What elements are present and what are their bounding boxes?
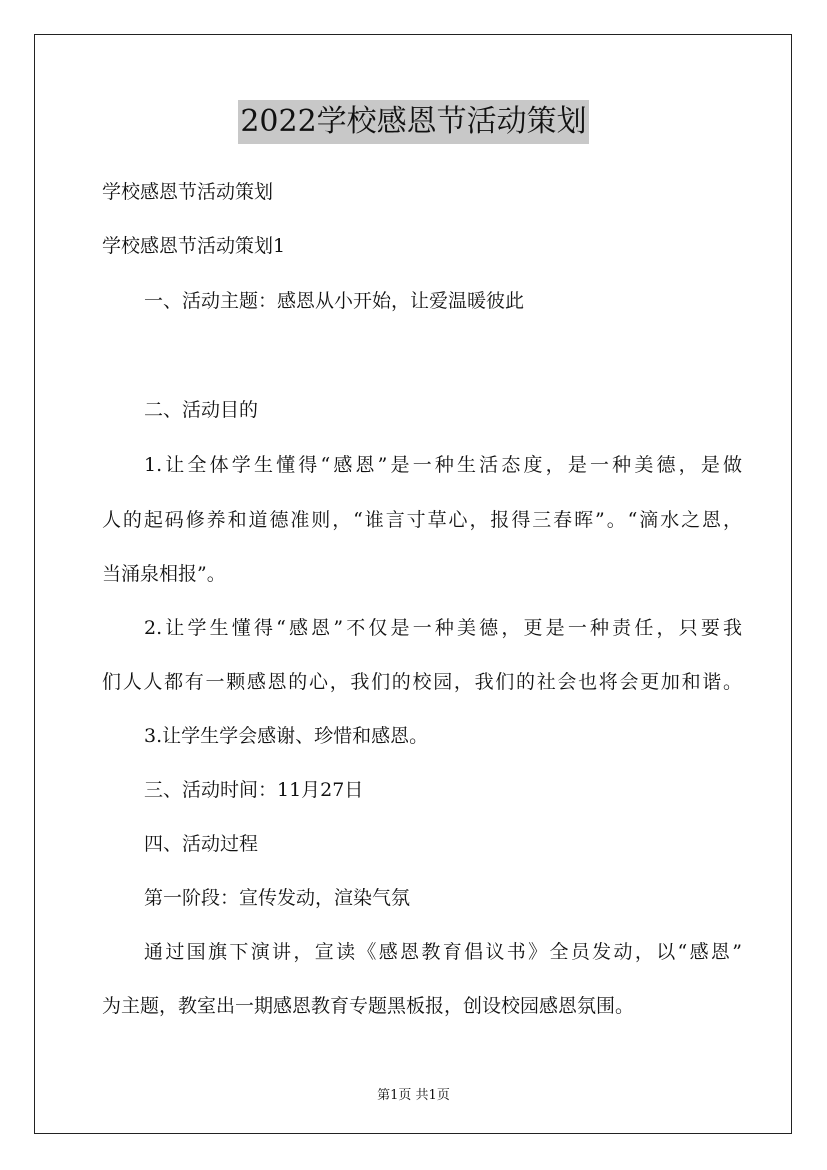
purpose-item-2-line-1: 2.让学生懂得“感恩”不仅是一种美德，更是一种责任，只要我 (144, 617, 742, 639)
purpose-item-1-line-1: 1.让全体学生懂得“感恩”是一种生活态度，是一种美德，是做 (144, 454, 742, 476)
title-container (0, 100, 827, 144)
section-purpose-heading: 二、活动目的 (144, 399, 259, 421)
section-time: 三、活动时间：11月27日 (144, 779, 364, 801)
purpose-item-1-line-3: 当涌泉相报”。 (102, 563, 226, 585)
paragraph-subheading: 学校感恩节活动策划1 (102, 235, 286, 257)
section-theme: 一、活动主题：感恩从小开始，让爱温暖彼此 (144, 290, 525, 312)
purpose-item-2-line-2: 们人人都有一颗感恩的心，我们的校园，我们的社会也将会更加和谐。 (102, 671, 742, 693)
phase-one-heading: 第一阶段：宣传发动，渲染气氛 (144, 887, 411, 909)
phase-one-line-2: 为主题，教室出一期感恩教育专题黑板报，创设校园感恩氛围。 (102, 995, 635, 1017)
page-footer: 第1页 共1页 (377, 1088, 450, 1103)
phase-one-line-1: 通过国旗下演讲，宣读《感恩教育倡议书》全员发动，以“感恩” (144, 941, 742, 963)
purpose-item-1-line-2: 人的起码修养和道德准则，“谁言寸草心，报得三春晖”。“滴水之恩， (102, 509, 742, 531)
purpose-item-3: 3.让学生学会感谢、珍惜和感恩。 (144, 725, 429, 747)
section-process-heading: 四、活动过程 (144, 833, 259, 855)
document-title: 2022学校感恩节活动策划 (238, 100, 588, 144)
paragraph-heading: 学校感恩节活动策划 (102, 181, 274, 203)
